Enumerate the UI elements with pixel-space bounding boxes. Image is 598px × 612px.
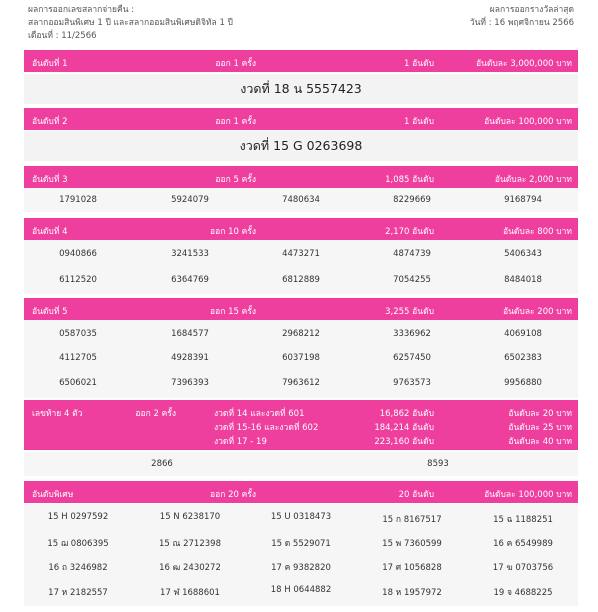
- prize-draws: ออก 10 ครั้ง: [210, 227, 256, 237]
- prize-number: 6364769: [171, 275, 209, 285]
- prize-number: 7963612: [282, 378, 320, 388]
- prize-number: 4112705: [59, 353, 97, 363]
- prize2-number: งวดที่ 15 G 0263698: [24, 131, 578, 161]
- prize-draws: ออก 1 ครั้ง: [215, 117, 256, 127]
- prize-number: 8229669: [393, 195, 431, 205]
- prize1-header: [24, 50, 578, 72]
- prize-number: 15 ณ 2712398: [159, 539, 221, 549]
- prize-count: 3,255 อันดับ: [385, 307, 434, 317]
- prize-number: 8484018: [504, 275, 542, 285]
- last4-draw-2: งวดที่ 15-16 และงวดที่ 602: [214, 423, 319, 433]
- prize-number: 4069108: [504, 329, 542, 339]
- prize3-numbers: [24, 188, 578, 212]
- prize-count: 1,085 อันดับ: [385, 175, 434, 185]
- prize-number: 16 ถ 3246982: [48, 563, 108, 573]
- latest-result-label: ผลการออกรางวัลล่าสุด: [489, 5, 574, 15]
- special-numbers: [24, 504, 578, 606]
- page-header: [0, 0, 598, 44]
- prize-number: 7396393: [171, 378, 209, 388]
- prize-number: 6112520: [59, 275, 97, 285]
- prize-number: 0940866: [59, 249, 97, 259]
- prize2-header: [24, 108, 578, 130]
- prize-amount: อันดับละ 2,000 บาท: [494, 175, 572, 185]
- prize-number: 15 ก 8167517: [382, 515, 442, 525]
- prize-number: 16 ฒ 2430272: [159, 563, 221, 573]
- special-header: [24, 481, 578, 503]
- prize-number: 17 ห 2182557: [48, 588, 108, 598]
- header-title: ผลการออกเลขสลากจ่ายคืน :: [28, 5, 135, 15]
- prize-number: 2968212: [282, 329, 320, 339]
- prize5-header: [24, 298, 578, 320]
- prize-number: 18 H 0644882: [270, 585, 332, 595]
- prize-number: 1791028: [59, 195, 97, 205]
- header-right: [470, 4, 574, 30]
- prize-label: อันดับที่ 4: [32, 227, 68, 237]
- prize-label: อันดับที่ 1: [32, 59, 68, 69]
- prize-count: 1 อันดับ: [404, 117, 434, 127]
- prize-number: 3241533: [171, 249, 209, 259]
- last4-draw-1: งวดที่ 14 และงวดที่ 601: [214, 409, 305, 419]
- prize-number: 4874739: [393, 249, 431, 259]
- prize-draws: ออก 20 ครั้ง: [210, 490, 256, 500]
- prize-number: 4473271: [282, 249, 320, 259]
- prize-number: 15 H 0297592: [47, 512, 109, 522]
- last4-draw-3: งวดที่ 17 - 19: [214, 437, 267, 447]
- prize-number: 15 ฉ 1188251: [493, 515, 553, 525]
- prize-draws: ออก 1 ครั้ง: [215, 59, 256, 69]
- prize4-header: [24, 218, 578, 240]
- last4-label: เลขท้าย 4 ตัว: [32, 409, 83, 419]
- prize-number: 5406343: [504, 249, 542, 259]
- prize-number: 6812889: [282, 275, 320, 285]
- prize-label: อันดับพิเศษ: [32, 490, 74, 500]
- prize-amount: อันดับละ 800 บาท: [502, 227, 572, 237]
- last4-numbers: [24, 452, 578, 476]
- prize-number: 5924079: [171, 195, 209, 205]
- prize-number: 9168794: [504, 195, 542, 205]
- last4-count-1: 16,862 อันดับ: [379, 409, 434, 419]
- prize-number: 2866: [151, 459, 173, 469]
- last4-amount-1: อันดับละ 20 บาท: [508, 409, 572, 419]
- prize-amount: อันดับละ 100,000 บาท: [484, 117, 572, 127]
- header-left: [28, 4, 233, 43]
- prize-number: 3336962: [393, 329, 431, 339]
- prize-number: 17 ศ 1056828: [382, 563, 442, 573]
- prize-count: 2,170 อันดับ: [385, 227, 434, 237]
- prize-label: อันดับที่ 5: [32, 307, 68, 317]
- prize-number: 9763573: [393, 378, 431, 388]
- prize-draws: ออก 15 ครั้ง: [210, 307, 256, 317]
- prize-number: 17 ฬ 1688601: [160, 588, 220, 598]
- prize-count: 1 อันดับ: [404, 59, 434, 69]
- prize-number: 15 ฌ 0806395: [47, 539, 109, 549]
- prize-number: 4928391: [171, 353, 209, 363]
- prize-number: 15 พ 7360599: [382, 539, 442, 549]
- last4-draws: ออก 2 ครั้ง: [135, 409, 176, 419]
- prize-number: 18 ห 1957972: [382, 588, 442, 598]
- prize-number: 7054255: [393, 275, 431, 285]
- latest-result-date: วันที่ : 16 พฤศจิกายน 2566: [469, 18, 574, 28]
- prize-count: 20 อันดับ: [398, 490, 434, 500]
- prize-amount: อันดับละ 3,000,000 บาท: [475, 59, 572, 69]
- prize-number: 17 ฆ 0703756: [492, 563, 554, 573]
- prize-label: อันดับที่ 2: [32, 117, 68, 127]
- prize-number: 15 U 0318473: [270, 512, 332, 522]
- prize-number: 0587035: [59, 329, 97, 339]
- header-month: เดือนที่ : 11/2566: [28, 31, 97, 41]
- prize-number: 6257450: [393, 353, 431, 363]
- prize-number: 6506021: [59, 378, 97, 388]
- prize-number: 1684577: [171, 329, 209, 339]
- prize-number: 17 ค 9382820: [271, 563, 331, 573]
- header-subtitle: สลากออมสินพิเศษ 1 ปี และสลากออมสินพิเศษดิจิทัล 1 ปี: [28, 18, 233, 28]
- last4-amount-2: อันดับละ 25 บาท: [508, 423, 572, 433]
- prize-number: 19 จ 4688225: [493, 588, 553, 598]
- prize-number: 16 ค 6549989: [493, 539, 553, 549]
- last4-header: [24, 400, 578, 450]
- prize-number: 15 ด 5529071: [271, 539, 331, 549]
- prize-label: อันดับที่ 3: [32, 175, 68, 185]
- prize-draws: ออก 5 ครั้ง: [215, 175, 256, 185]
- prize5-numbers: [24, 320, 578, 398]
- last4-count-2: 184,214 อันดับ: [374, 423, 434, 433]
- prize-number: 6037198: [282, 353, 320, 363]
- prize-number: 8593: [427, 459, 449, 469]
- prize1-number: งวดที่ 18 น 5557423: [24, 74, 578, 104]
- prize-number: 7480634: [282, 195, 320, 205]
- prize3-header: [24, 166, 578, 188]
- prize-number: 6502383: [504, 353, 542, 363]
- prize-number: 9956880: [504, 378, 542, 388]
- prize-amount: อันดับละ 200 บาท: [502, 307, 572, 317]
- last4-count-3: 223,160 อันดับ: [374, 437, 434, 447]
- prize-number: 15 N 6238170: [159, 512, 221, 522]
- last4-amount-3: อันดับละ 40 บาท: [508, 437, 572, 447]
- prize4-numbers: [24, 240, 578, 294]
- prize-amount: อันดับละ 100,000 บาท: [484, 490, 572, 500]
